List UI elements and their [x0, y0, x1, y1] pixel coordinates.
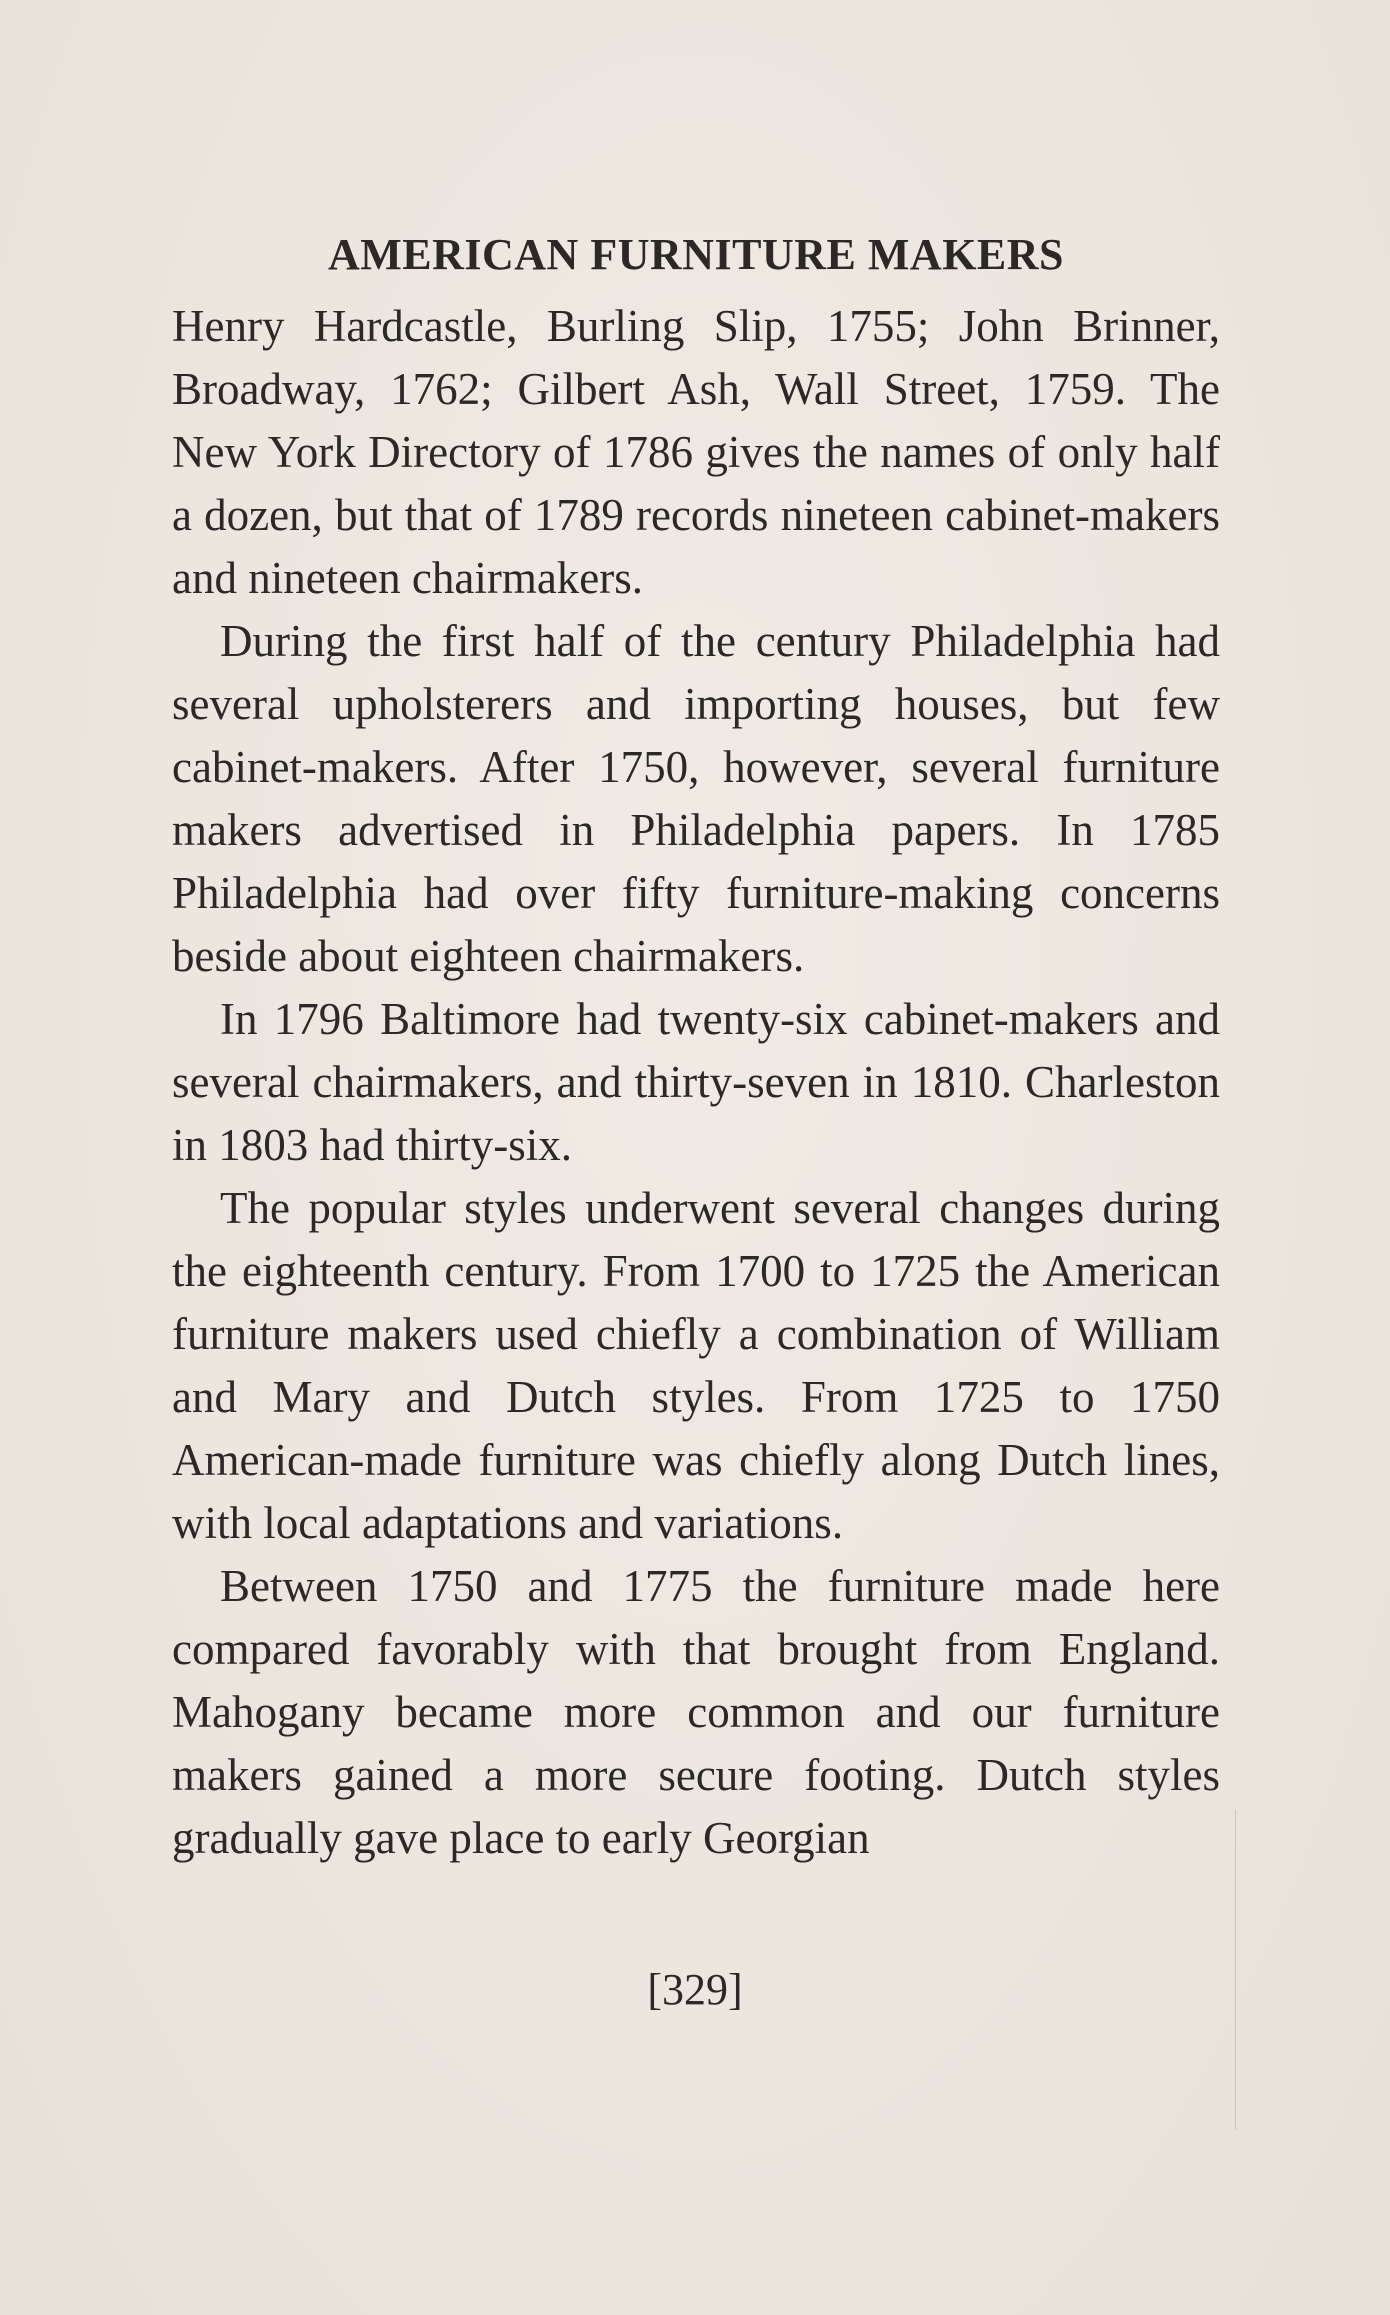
paragraph-4: The popular styles underwent several changes during the eighteenth century. From 1700 to 1725 the American furniture makers used chiefly a combination of William and Mary and Dutch styles. From 1725 to 1750 American-made furniture was chiefly along Dutch lines, with local adaptations and variations. — [172, 1183, 1220, 1548]
paragraph-5: Between 1750 and 1775 the furniture made here compared favorably with that brought from England. Mahogany became more common and our furniture makers gained a more secure footing. Dutch styles gradually gave place to early Georgian — [172, 1561, 1220, 1863]
paragraph-1: Henry Hardcastle, Burling Slip, 1755; John Brinner, Broadway, 1762; Gilbert Ash, Wall Street, 1759. The New York Directory of 1786 gives the names of only half a dozen, but that of 1789 records nineteen cabinet-makers and nineteen chairmakers. — [172, 301, 1220, 603]
running-head: AMERICAN FURNITURE MAKERS — [327, 230, 1065, 279]
page-number: [329] — [647, 1965, 743, 2014]
paragraph-3: In 1796 Baltimore had twenty-six cabinet-makers and several chairmakers, and thirty-seven in 1810. Charleston in 1803 had thirty-six. — [172, 994, 1220, 1170]
page-edge-shadow — [1235, 1810, 1236, 2130]
text-block — [172, 215, 1220, 1870]
paragraph-2: During the first half of the century Philadelphia had several upholsterers and importing houses, but few cabinet-makers. After 1750, however, several furniture makers advertised in Philadelphia papers. In 1785 Philadelphia had over fifty furniture-making concerns beside about eighteen chairmakers. — [172, 616, 1220, 981]
